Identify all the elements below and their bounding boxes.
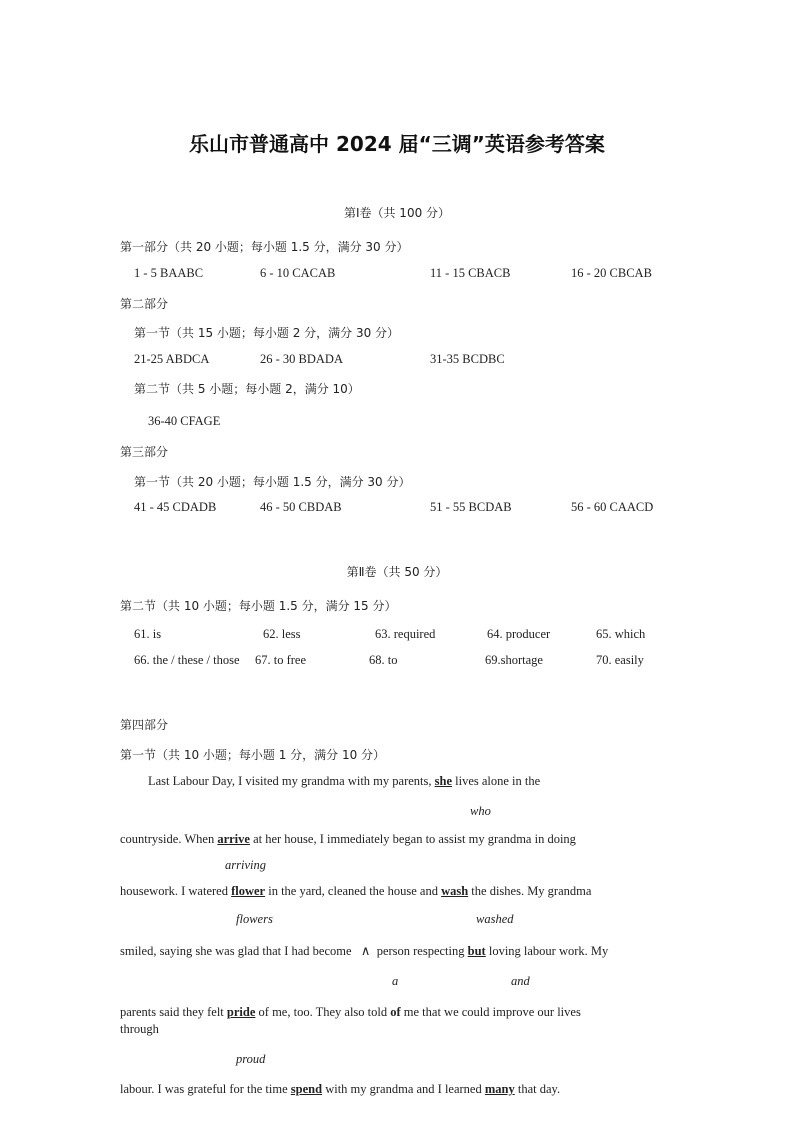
part4-section1-heading: 第一节（共 10 小题；每小题 1 分，满分 10 分） xyxy=(120,748,386,762)
essay-line xyxy=(120,1005,581,1020)
correction: arriving xyxy=(225,858,266,872)
grammar-answer: 68. to xyxy=(369,653,398,667)
grammar-answer: 70. easily xyxy=(596,653,644,667)
essay-text: that day. xyxy=(517,1082,561,1096)
answer-group: 6 - 10 CACAB xyxy=(260,266,336,280)
correction: washed xyxy=(476,912,514,926)
essay-text: countryside. When xyxy=(120,832,215,846)
grammar-answer: 66. the / these / those xyxy=(134,653,240,667)
correction: and xyxy=(511,974,530,988)
answer-group: 41 - 45 CDADB xyxy=(134,500,217,514)
correction: flowers xyxy=(236,912,273,926)
essay-text: labour. I was grateful for the time xyxy=(120,1082,288,1096)
part1-heading: 第一部分（共 20 小题；每小题 1.5 分，满分 30 分） xyxy=(120,240,409,254)
correction: a xyxy=(392,974,399,988)
error-word: but xyxy=(467,944,486,958)
answer-group: 21-25 ABDCA xyxy=(134,352,210,366)
error-word: flower xyxy=(231,884,266,898)
answer-group: 56 - 60 CAACD xyxy=(571,500,654,514)
grammar-answer: 67. to free xyxy=(255,653,307,667)
error-word: spend xyxy=(290,1082,323,1096)
answer-group: 26 - 30 BDADA xyxy=(260,352,343,366)
grammar-answer: 64. producer xyxy=(487,627,551,641)
essay-text: me that we could improve our lives xyxy=(403,1005,581,1019)
essay-line xyxy=(148,774,540,789)
page-title: 乐山市普通高中 2024 届“三调”英语参考答案 xyxy=(189,132,605,156)
answer-group: 36-40 CFAGE xyxy=(148,414,221,428)
error-word: pride xyxy=(226,1005,256,1019)
essay-text: smiled, saying she was glad that I had become xyxy=(120,944,352,958)
essay-text: Last Labour Day, I visited my grandma with my parents, xyxy=(148,774,432,788)
grammar-answer: 69.shortage xyxy=(485,653,543,667)
essay-text: the dishes. My grandma xyxy=(471,884,592,898)
part3-section1-heading: 第一节（共 20 小题；每小题 1.5 分，满分 30 分） xyxy=(134,475,411,489)
error-word: she xyxy=(434,774,452,788)
volume-1-heading: 第Ⅰ卷（共 100 分） xyxy=(343,206,451,220)
essay-line xyxy=(120,832,576,847)
volume-2-heading: 第Ⅱ卷（共 50 分） xyxy=(346,565,448,579)
essay-line xyxy=(120,944,608,959)
answer-group: 31-35 BCDBC xyxy=(430,352,505,366)
grammar-answer: 62. less xyxy=(263,627,301,641)
essay-text: through xyxy=(120,1022,159,1036)
grammar-answer: 65. which xyxy=(596,627,646,641)
part4-heading: 第四部分 xyxy=(120,718,169,732)
part3-heading: 第三部分 xyxy=(120,445,169,459)
essay-line xyxy=(120,1082,560,1097)
answer-group: 11 - 15 CBACB xyxy=(430,266,511,280)
essay-text: at her house, I immediately began to assist my grandma in doing xyxy=(253,832,576,846)
part2-section2-heading: 第二节（共 5 小题；每小题 2，满分 10） xyxy=(134,382,360,396)
grammar-answer: 61. is xyxy=(134,627,162,641)
answer-group: 51 - 55 BCDAB xyxy=(430,500,512,514)
correction: who xyxy=(470,804,491,818)
grammar-answer: 63. required xyxy=(375,627,436,641)
essay-text: loving labour work. My xyxy=(488,944,609,958)
essay-text: with my grandma and I learned xyxy=(325,1082,482,1096)
essay-text: person respecting xyxy=(376,944,465,958)
error-word: wash xyxy=(441,884,469,898)
insert-caret-icon: ∧ xyxy=(360,944,371,959)
answer-group: 16 - 20 CBCAB xyxy=(571,266,652,280)
essay-text: in the yard, cleaned the house and xyxy=(268,884,438,898)
error-word: many xyxy=(484,1082,515,1096)
answer-group: 1 - 5 BAABC xyxy=(134,266,204,280)
grammar-heading: 第二节（共 10 小题；每小题 1.5 分，满分 15 分） xyxy=(120,599,397,613)
part2-section1-heading: 第一节（共 15 小题；每小题 2 分，满分 30 分） xyxy=(134,326,400,340)
essay-text: lives alone in the xyxy=(455,774,541,788)
essay-text: housework. I watered xyxy=(120,884,228,898)
error-word: of xyxy=(390,1005,401,1019)
essay-line xyxy=(120,884,591,899)
essay-text: parents said they felt xyxy=(120,1005,224,1019)
part2-heading: 第二部分 xyxy=(120,297,169,311)
error-word: arrive xyxy=(217,832,250,846)
essay-text: of me, too. They also told xyxy=(258,1005,388,1019)
answer-group: 46 - 50 CBDAB xyxy=(260,500,342,514)
correction: proud xyxy=(236,1052,266,1066)
